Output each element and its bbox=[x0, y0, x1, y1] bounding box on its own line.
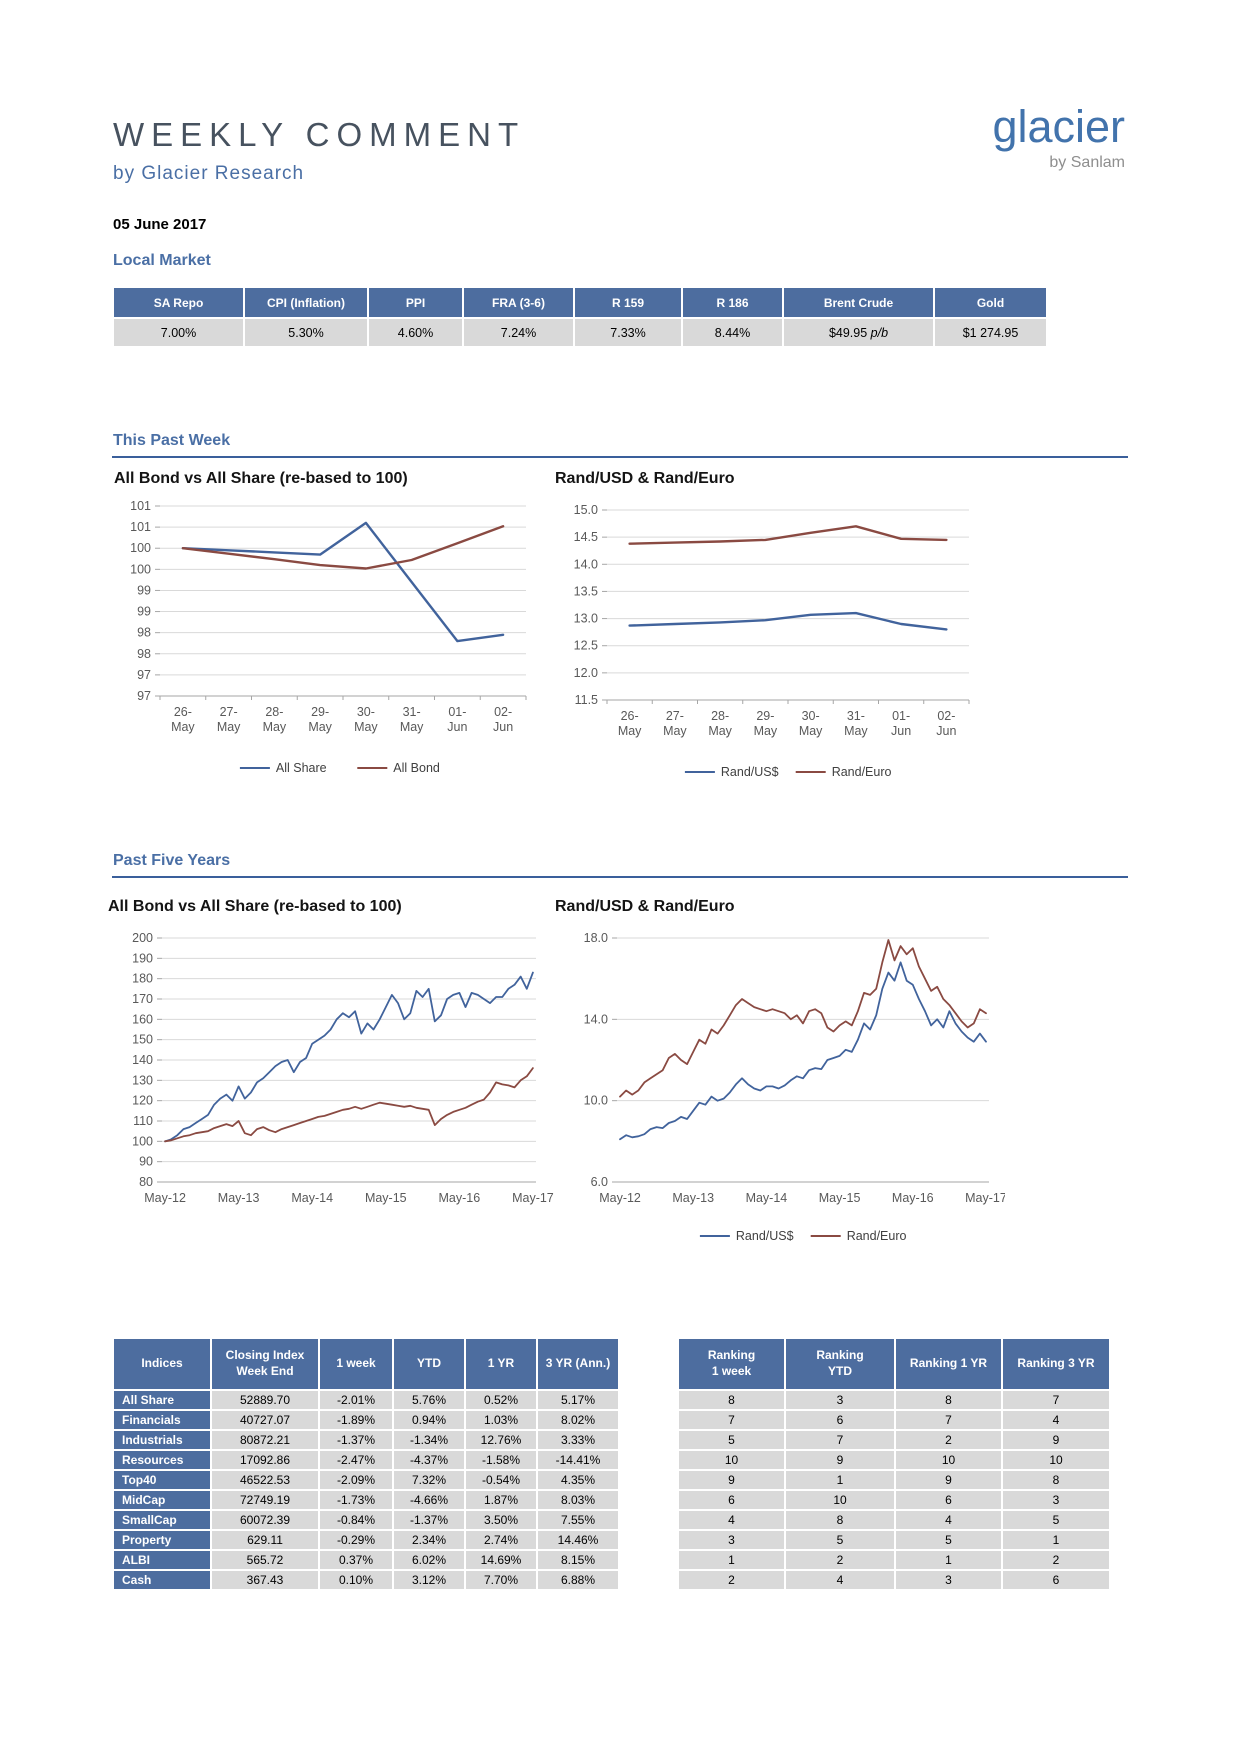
indices-cell: 8.15% bbox=[538, 1551, 618, 1569]
legend-label: Rand/Euro bbox=[846, 1229, 907, 1243]
indices-cell: 0.37% bbox=[320, 1551, 392, 1569]
market-value-cell: 4.60% bbox=[369, 319, 462, 346]
ranking-cell: 10 bbox=[679, 1451, 784, 1469]
indices-cell: -4.37% bbox=[394, 1451, 464, 1469]
svg-text:100: 100 bbox=[130, 562, 151, 577]
indices-row-label: Industrials bbox=[114, 1431, 210, 1449]
ranking-cell: 2 bbox=[786, 1551, 894, 1569]
indices-row bbox=[114, 1571, 618, 1589]
market-col-header: FRA (3-6) bbox=[464, 288, 573, 317]
svg-text:May-14: May-14 bbox=[745, 1191, 788, 1205]
chart-svg bbox=[106, 924, 554, 1224]
chart-svg bbox=[553, 496, 985, 798]
indices-row-label: SmallCap bbox=[114, 1511, 210, 1529]
indices-cell: 0.52% bbox=[466, 1391, 536, 1409]
indices-cell: 7.32% bbox=[394, 1471, 464, 1489]
ranking-cell: 10 bbox=[896, 1451, 1001, 1469]
indices-cell: -1.89% bbox=[320, 1411, 392, 1429]
svg-text:May-15: May-15 bbox=[818, 1191, 861, 1205]
indices-cell: -0.54% bbox=[466, 1471, 536, 1489]
ranking-cell: 6 bbox=[1003, 1571, 1109, 1589]
svg-text:30-May: 30-May bbox=[354, 705, 378, 734]
svg-text:6.0: 6.0 bbox=[590, 1175, 608, 1189]
svg-text:May-16: May-16 bbox=[438, 1191, 481, 1205]
ranking-cell: 1 bbox=[896, 1551, 1001, 1569]
ranking-cell: 8 bbox=[1003, 1471, 1109, 1489]
ranking-row bbox=[679, 1571, 1109, 1589]
svg-text:98: 98 bbox=[137, 646, 151, 661]
ranking-row bbox=[679, 1511, 1109, 1529]
indices-cell: 1.87% bbox=[466, 1491, 536, 1509]
indices-cell: 8.02% bbox=[538, 1411, 618, 1429]
indices-cell: 0.94% bbox=[394, 1411, 464, 1429]
indices-cell: -1.34% bbox=[394, 1431, 464, 1449]
ranking-cell: 4 bbox=[896, 1511, 1001, 1529]
legend-label: Rand/Euro bbox=[831, 765, 892, 779]
local-market-table-wrap bbox=[112, 286, 1048, 348]
indices-cell: 2.74% bbox=[466, 1531, 536, 1549]
market-col-header: R 186 bbox=[683, 288, 782, 317]
ranking-cell: 3 bbox=[896, 1571, 1001, 1589]
market-col-header: SA Repo bbox=[114, 288, 243, 317]
ranking-cell: 4 bbox=[1003, 1411, 1109, 1429]
indices-row bbox=[114, 1491, 618, 1509]
ranking-cell: 9 bbox=[1003, 1431, 1109, 1449]
ranking-cell: 3 bbox=[786, 1391, 894, 1409]
indices-row-label: MidCap bbox=[114, 1491, 210, 1509]
indices-cell: -1.37% bbox=[320, 1431, 392, 1449]
section-heading-local-market: Local Market bbox=[113, 252, 211, 269]
indices-cell: 3.33% bbox=[538, 1431, 618, 1449]
indices-row-label: Property bbox=[114, 1531, 210, 1549]
indices-cell: 40727.07 bbox=[212, 1411, 318, 1429]
indices-cell: 0.10% bbox=[320, 1571, 392, 1589]
ranking-row bbox=[679, 1411, 1109, 1429]
indices-cell: 6.02% bbox=[394, 1551, 464, 1569]
svg-text:31-May: 31-May bbox=[844, 709, 868, 738]
ranking-cell: 7 bbox=[786, 1431, 894, 1449]
svg-text:May-12: May-12 bbox=[599, 1191, 641, 1205]
ranking-cell: 4 bbox=[679, 1511, 784, 1529]
svg-text:13.0: 13.0 bbox=[573, 611, 598, 626]
ranking-table bbox=[677, 1337, 1111, 1591]
indices-cell: 80872.21 bbox=[212, 1431, 318, 1449]
indices-cell: -2.01% bbox=[320, 1391, 392, 1409]
section-heading-past-week: This Past Week bbox=[113, 432, 231, 449]
ranking-cell: 7 bbox=[896, 1411, 1001, 1429]
svg-text:11.5: 11.5 bbox=[574, 693, 598, 707]
indices-cell: 12.76% bbox=[466, 1431, 536, 1449]
svg-text:180: 180 bbox=[132, 971, 153, 986]
svg-text:28-May: 28-May bbox=[708, 709, 732, 738]
market-col-header: R 159 bbox=[575, 288, 681, 317]
indices-cell: -2.09% bbox=[320, 1471, 392, 1489]
ranking-cell: 5 bbox=[896, 1531, 1001, 1549]
indices-row-label: Top40 bbox=[114, 1471, 210, 1489]
indices-row bbox=[114, 1451, 618, 1469]
svg-text:14.0: 14.0 bbox=[573, 557, 598, 572]
svg-text:15.0: 15.0 bbox=[573, 503, 598, 517]
indices-row-label: ALBI bbox=[114, 1551, 210, 1569]
svg-text:140: 140 bbox=[132, 1053, 153, 1067]
indices-col-header: YTD bbox=[394, 1339, 464, 1389]
svg-text:100: 100 bbox=[132, 1134, 153, 1149]
indices-cell: -1.58% bbox=[466, 1451, 536, 1469]
indices-row bbox=[114, 1551, 618, 1569]
indices-cell: 3.12% bbox=[394, 1571, 464, 1589]
ranking-cell: 1 bbox=[786, 1471, 894, 1489]
svg-text:02-Jun: 02-Jun bbox=[936, 709, 957, 738]
chart-past-week-bond-vs-share bbox=[112, 470, 544, 803]
ranking-cell: 10 bbox=[786, 1491, 894, 1509]
ranking-cell: 3 bbox=[679, 1531, 784, 1549]
svg-text:May-16: May-16 bbox=[891, 1191, 934, 1205]
ranking-cell: 7 bbox=[1003, 1391, 1109, 1409]
ranking-row bbox=[679, 1531, 1109, 1549]
ranking-cell: 1 bbox=[1003, 1531, 1109, 1549]
chart-title: Rand/USD & Rand/Euro bbox=[555, 470, 735, 487]
indices-row-label: Financials bbox=[114, 1411, 210, 1429]
indices-table-wrap bbox=[112, 1337, 620, 1591]
indices-cell: 14.46% bbox=[538, 1531, 618, 1549]
ranking-row bbox=[679, 1451, 1109, 1469]
market-value-cell: $49.95 p/b bbox=[784, 319, 933, 346]
indices-col-header: 1 YR bbox=[466, 1339, 536, 1389]
series-line-Rand/Euro bbox=[620, 940, 986, 1097]
svg-text:97: 97 bbox=[137, 667, 151, 682]
svg-text:27-May: 27-May bbox=[663, 709, 687, 738]
svg-text:14.5: 14.5 bbox=[573, 530, 598, 545]
glacier-logo bbox=[992, 101, 1125, 172]
indices-col-header: Indices bbox=[114, 1339, 210, 1389]
market-value-cell: $1 274.95 bbox=[935, 319, 1046, 346]
svg-text:14.0: 14.0 bbox=[583, 1012, 608, 1027]
ranking-cell: 6 bbox=[786, 1411, 894, 1429]
svg-text:99: 99 bbox=[137, 583, 151, 598]
indices-cell: -0.84% bbox=[320, 1511, 392, 1529]
indices-cell: 565.72 bbox=[212, 1551, 318, 1569]
svg-text:99: 99 bbox=[137, 604, 151, 619]
market-col-header: PPI bbox=[369, 288, 462, 317]
svg-text:13.5: 13.5 bbox=[573, 584, 598, 599]
indices-cell: -2.47% bbox=[320, 1451, 392, 1469]
svg-text:May-12: May-12 bbox=[144, 1191, 186, 1205]
indices-col-header: 1 week bbox=[320, 1339, 392, 1389]
svg-text:190: 190 bbox=[132, 951, 153, 966]
ranking-row bbox=[679, 1551, 1109, 1569]
indices-row bbox=[114, 1411, 618, 1429]
indices-row bbox=[114, 1511, 618, 1529]
ranking-cell: 6 bbox=[896, 1491, 1001, 1509]
ranking-cell: 5 bbox=[679, 1431, 784, 1449]
svg-text:28-May: 28-May bbox=[262, 705, 287, 734]
report-masthead bbox=[113, 116, 525, 185]
market-value-cell: 5.30% bbox=[245, 319, 367, 346]
indices-col-header: Closing Index Week End bbox=[212, 1339, 318, 1389]
svg-text:May-17: May-17 bbox=[512, 1191, 554, 1205]
indices-cell: 72749.19 bbox=[212, 1491, 318, 1509]
indices-cell: 1.03% bbox=[466, 1411, 536, 1429]
legend-label: Rand/US$ bbox=[720, 765, 779, 779]
chart-title: All Bond vs All Share (re-based to 100) bbox=[108, 898, 402, 915]
svg-text:120: 120 bbox=[132, 1093, 153, 1108]
market-value-cell: 7.33% bbox=[575, 319, 681, 346]
indices-row-label: All Share bbox=[114, 1391, 210, 1409]
report-title: WEEKLY COMMENT bbox=[113, 116, 526, 153]
svg-text:100: 100 bbox=[130, 541, 151, 556]
indices-cell: -4.66% bbox=[394, 1491, 464, 1509]
section-rule-past-five-years bbox=[112, 876, 1128, 878]
chart-svg bbox=[112, 496, 544, 798]
ranking-cell: 7 bbox=[679, 1411, 784, 1429]
ranking-cell: 8 bbox=[786, 1511, 894, 1529]
indices-cell: 46522.53 bbox=[212, 1471, 318, 1489]
svg-text:01-Jun: 01-Jun bbox=[891, 709, 912, 738]
section-heading-past-five-years: Past Five Years bbox=[113, 852, 231, 869]
indices-cell: 14.69% bbox=[466, 1551, 536, 1569]
indices-cell: -1.73% bbox=[320, 1491, 392, 1509]
chart-plot bbox=[553, 924, 1005, 1259]
ranking-cell: 9 bbox=[679, 1471, 784, 1489]
series-line-All Share bbox=[165, 973, 533, 1142]
indices-cell: -0.29% bbox=[320, 1531, 392, 1549]
svg-text:150: 150 bbox=[132, 1032, 153, 1047]
indices-cell: 367.43 bbox=[212, 1571, 318, 1589]
indices-row-label: Cash bbox=[114, 1571, 210, 1589]
svg-text:170: 170 bbox=[132, 992, 153, 1006]
svg-text:12.5: 12.5 bbox=[573, 638, 598, 653]
svg-text:110: 110 bbox=[133, 1114, 153, 1128]
ranking-col-header: Ranking 1 YR bbox=[896, 1339, 1001, 1389]
ranking-cell: 2 bbox=[896, 1431, 1001, 1449]
svg-text:May-17: May-17 bbox=[965, 1191, 1005, 1205]
ranking-cell: 5 bbox=[786, 1531, 894, 1549]
market-col-header: Gold bbox=[935, 288, 1046, 317]
svg-text:90: 90 bbox=[139, 1154, 153, 1169]
svg-text:160: 160 bbox=[132, 1012, 153, 1027]
svg-text:18.0: 18.0 bbox=[583, 931, 608, 945]
section-rule-past-week bbox=[112, 456, 1128, 458]
indices-cell: 629.11 bbox=[212, 1531, 318, 1549]
ranking-cell: 2 bbox=[1003, 1551, 1109, 1569]
indices-cell: 6.88% bbox=[538, 1571, 618, 1589]
indices-table bbox=[112, 1337, 620, 1591]
svg-text:31-May: 31-May bbox=[399, 705, 424, 734]
indices-row bbox=[114, 1391, 618, 1409]
chart-svg bbox=[553, 924, 1005, 1254]
indices-cell: 7.70% bbox=[466, 1571, 536, 1589]
svg-text:01-Jun: 01-Jun bbox=[447, 705, 468, 734]
svg-text:May-13: May-13 bbox=[672, 1191, 715, 1205]
ranking-cell: 8 bbox=[896, 1391, 1001, 1409]
ranking-col-header: Ranking 3 YR bbox=[1003, 1339, 1109, 1389]
ranking-cell: 8 bbox=[679, 1391, 784, 1409]
report-date: 05 June 2017 bbox=[113, 216, 207, 233]
chart-plot bbox=[112, 496, 544, 803]
legend-label: All Share bbox=[275, 761, 327, 775]
svg-text:130: 130 bbox=[132, 1073, 153, 1088]
indices-col-header: 3 YR (Ann.) bbox=[538, 1339, 618, 1389]
ranking-cell: 2 bbox=[679, 1571, 784, 1589]
indices-cell: 5.76% bbox=[394, 1391, 464, 1409]
svg-text:27-May: 27-May bbox=[216, 705, 241, 734]
ranking-col-header: Ranking 1 week bbox=[679, 1339, 784, 1389]
ranking-row bbox=[679, 1491, 1109, 1509]
ranking-row bbox=[679, 1391, 1109, 1409]
ranking-row bbox=[679, 1471, 1109, 1489]
ranking-cell: 9 bbox=[786, 1451, 894, 1469]
indices-cell: -1.37% bbox=[394, 1511, 464, 1529]
chart-plot bbox=[553, 496, 985, 803]
market-value-cell: 7.00% bbox=[114, 319, 243, 346]
ranking-cell: 1 bbox=[679, 1551, 784, 1569]
glacier-logo-wordmark: glacier bbox=[992, 101, 1125, 152]
ranking-table-wrap bbox=[677, 1337, 1111, 1591]
indices-cell: 5.17% bbox=[538, 1391, 618, 1409]
svg-text:26-May: 26-May bbox=[171, 705, 195, 734]
indices-row-label: Resources bbox=[114, 1451, 210, 1469]
indices-cell: 7.55% bbox=[538, 1511, 618, 1529]
legend-label: All Bond bbox=[393, 761, 440, 775]
local-market-table bbox=[112, 286, 1048, 348]
indices-cell: 17092.86 bbox=[212, 1451, 318, 1469]
report-subtitle: by Glacier Research bbox=[113, 163, 305, 184]
series-line-All Share bbox=[183, 523, 503, 641]
glacier-logo-byline: by Sanlam bbox=[1049, 154, 1125, 171]
ranking-cell: 9 bbox=[896, 1471, 1001, 1489]
ranking-col-header: Ranking YTD bbox=[786, 1339, 894, 1389]
svg-text:97: 97 bbox=[137, 689, 151, 703]
unit-label: p/b bbox=[867, 325, 889, 340]
market-value-cell: 8.44% bbox=[683, 319, 782, 346]
market-value-cell: 7.24% bbox=[464, 319, 573, 346]
chart-past-week-rand bbox=[553, 470, 985, 803]
indices-row bbox=[114, 1531, 618, 1549]
series-line-Rand/US$ bbox=[630, 613, 947, 629]
svg-text:101: 101 bbox=[130, 520, 151, 535]
ranking-cell: 4 bbox=[786, 1571, 894, 1589]
ranking-cell: 6 bbox=[679, 1491, 784, 1509]
indices-cell: 3.50% bbox=[466, 1511, 536, 1529]
svg-text:80: 80 bbox=[139, 1175, 153, 1189]
svg-text:May-14: May-14 bbox=[291, 1191, 334, 1205]
series-line-All Bond bbox=[183, 526, 503, 568]
svg-text:10.0: 10.0 bbox=[583, 1093, 608, 1108]
indices-cell: 2.34% bbox=[394, 1531, 464, 1549]
svg-text:30-May: 30-May bbox=[798, 709, 823, 738]
indices-cell: 4.35% bbox=[538, 1471, 618, 1489]
market-col-header: Brent Crude bbox=[784, 288, 933, 317]
legend-label: Rand/US$ bbox=[735, 1229, 794, 1243]
ranking-cell: 3 bbox=[1003, 1491, 1109, 1509]
ranking-cell: 10 bbox=[1003, 1451, 1109, 1469]
ranking-row bbox=[679, 1431, 1109, 1449]
chart-plot bbox=[106, 924, 554, 1229]
indices-row bbox=[114, 1431, 618, 1449]
indices-cell: 52889.70 bbox=[212, 1391, 318, 1409]
svg-text:29-May: 29-May bbox=[308, 705, 332, 734]
ranking-cell: 5 bbox=[1003, 1511, 1109, 1529]
svg-text:101: 101 bbox=[130, 499, 151, 513]
chart-title: All Bond vs All Share (re-based to 100) bbox=[114, 470, 408, 487]
indices-cell: -14.41% bbox=[538, 1451, 618, 1469]
svg-text:May-15: May-15 bbox=[364, 1191, 407, 1205]
chart-title: Rand/USD & Rand/Euro bbox=[555, 898, 735, 915]
svg-text:98: 98 bbox=[137, 625, 151, 640]
chart-five-years-bond-vs-share bbox=[106, 898, 554, 1229]
svg-text:29-May: 29-May bbox=[753, 709, 778, 738]
series-line-Rand/Euro bbox=[630, 526, 947, 543]
indices-cell: 60072.39 bbox=[212, 1511, 318, 1529]
svg-text:02-Jun: 02-Jun bbox=[493, 705, 514, 734]
svg-text:26-May: 26-May bbox=[617, 709, 642, 738]
series-line-All Bond bbox=[165, 1068, 533, 1141]
svg-text:12.0: 12.0 bbox=[573, 665, 598, 680]
svg-text:May-13: May-13 bbox=[217, 1191, 260, 1205]
indices-cell: 8.03% bbox=[538, 1491, 618, 1509]
market-col-header: CPI (Inflation) bbox=[245, 288, 367, 317]
svg-text:200: 200 bbox=[132, 931, 153, 945]
indices-row bbox=[114, 1471, 618, 1489]
chart-five-years-rand bbox=[553, 898, 1005, 1259]
